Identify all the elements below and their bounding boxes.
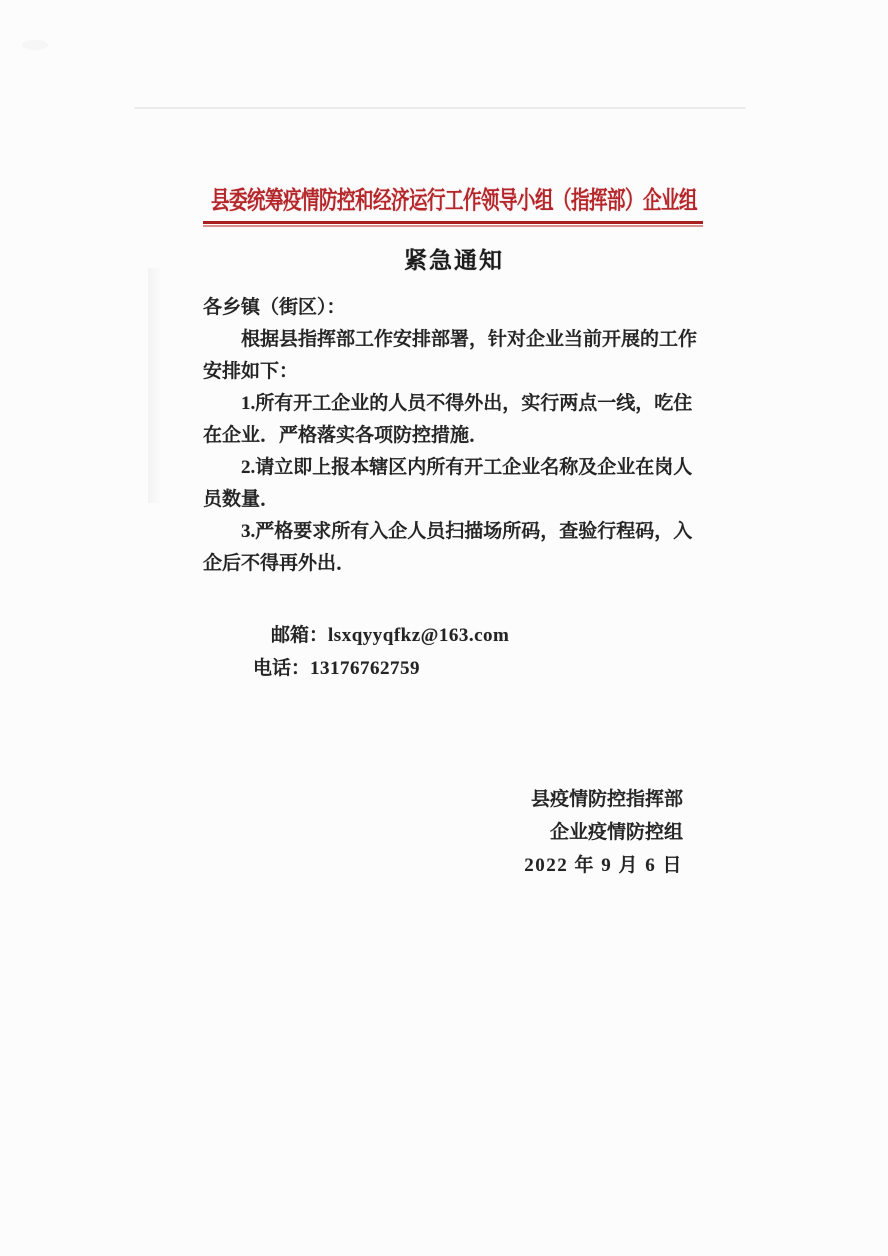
notice-title: 紧急通知 xyxy=(404,247,504,273)
email-label: 邮箱： xyxy=(271,625,329,646)
directive-item-1: 1.所有开工企业的人员不得外出，实行两点一线，吃住在企业．严格落实各项防控措施． xyxy=(203,393,693,446)
org-title: 县委统筹疫情防控和经济运行工作领导小组（指挥部）企业组 xyxy=(210,185,697,214)
phone-value: 13176762759 xyxy=(310,658,421,679)
email-value: lsxqyyqfkz@163.com xyxy=(328,625,510,646)
intro-paragraph: 根据县指挥部工作安排部署，针对企业当前开展的工作安排如下： xyxy=(203,329,698,382)
contact-block xyxy=(203,619,509,685)
phone-label: 电话： xyxy=(253,658,311,679)
signature-org-line1: 县疫情防控指挥部 xyxy=(530,789,683,810)
scan-artifact-line xyxy=(134,107,746,109)
directive-item-2: 2.请立即上报本辖区内所有开工企业名称及企业在岗人员数量． xyxy=(203,457,693,510)
signature-date: 2022 年 9 月 6 日 xyxy=(524,855,683,876)
directive-item-3: 3.严格要求所有入企人员扫描场所码，查验行程码，入企后不得再外出． xyxy=(203,521,693,574)
scan-artifact-smudge xyxy=(22,40,48,50)
salutation: 各乡镇（街区）： xyxy=(203,297,346,318)
phone-line xyxy=(253,652,509,685)
notice-document xyxy=(203,182,705,1102)
notice-body xyxy=(203,292,705,580)
signature-org-line2: 企业疫情防控组 xyxy=(549,822,683,843)
title-underline xyxy=(203,221,703,224)
email-line xyxy=(271,619,509,652)
scan-artifact-shadow xyxy=(148,268,162,503)
signature-block xyxy=(203,783,705,882)
